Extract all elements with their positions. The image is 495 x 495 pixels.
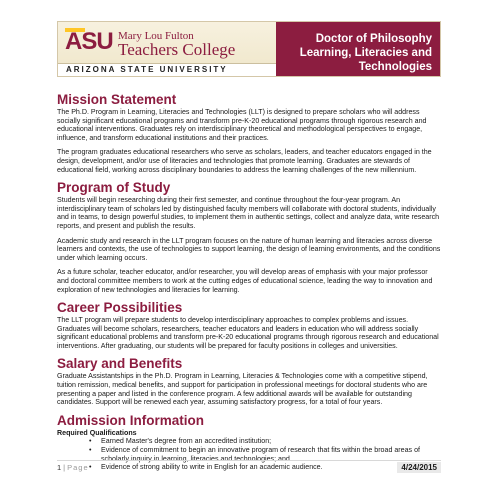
career-heading: Career Possibilities — [57, 300, 183, 316]
admission-heading: Admission Information — [57, 412, 205, 428]
list-item: • Evidence of commitment to begin an innovative program of research that fits within the broad areas of scholarly inquiry in learning, literacies and technologies; and — [89, 446, 441, 463]
page-footer — [57, 460, 441, 473]
salary-paragraph: Graduate Assistantships in the Ph.D. Program in Learning, Literacies & Technologies come with a competitive stipend, tuition remission, medical benefits, and support for participation in professional meetings for doctoral students who are presenting a paper and listed in the conference program. A few additional awards will be available for outstanding candidates. Support will be renewed each year, assuming satisfactory progress, for a total of four years. — [57, 372, 428, 407]
study-paragraph-1: Students will begin researching during their first semester, and continue throughout the four-year program. An interdisciplinary team of scholars led by distinguished faculty members will collaborate with doctoral students, individually and in teams, to design powerful studies, to implement them in authentic settings, collect and analyze data, write research reports, and present and publish the results. — [57, 196, 440, 230]
document-body — [57, 92, 441, 472]
college-name-line1: Mary Lou Fulton — [118, 30, 194, 42]
page-number: 1 — [57, 463, 62, 472]
page-number-label — [57, 463, 89, 472]
mission-section — [57, 92, 441, 174]
list-item: • Evidence of strong ability to write in English for an academic audience. — [89, 463, 441, 472]
salary-heading: Salary and Benefits — [57, 356, 183, 372]
qualifications-subheading: Required Qualifications — [57, 428, 137, 437]
page-word: Page — [67, 463, 89, 472]
college-name-line2: Teachers College — [118, 40, 236, 59]
career-paragraph: The LLT program will prepare students to develop interdisciplinary approaches to complex problems and issues. Graduates will become scholars, researchers, teacher educators and leaders in education who will address socially significant educational problems and transform pre-K-20 educational programs through rigorous research and educational interventions. After graduating, our students will be prepared for faculty positions in colleges and universities. — [57, 316, 439, 350]
career-section — [57, 300, 441, 350]
program-title-line1: Doctor of Philosophy — [315, 33, 432, 45]
program-title-line2: Learning, Literacies and — [299, 47, 432, 59]
study-paragraph-3: As a future scholar, teacher educator, and/or researcher, you will develop areas of emphasis with your major professor and doctoral committee members to work at the cutting edges of educational science, leading the way to innovation and exploration of new technologies and literacies for learning. — [57, 268, 433, 294]
mission-paragraph-1: The Ph.D. Program in Learning, Literacies and Technologies (LLT) is designed to prepare scholars who will address socially significant educational programs and transform pre-K-20 educational programs through rigorous research and educational interventions. Graduates rely on interdisciplinary theoretical and methodological perspectives to engage, influence, and transform educational institutions and their practices. — [57, 108, 427, 142]
program-title-box — [276, 22, 440, 76]
mission-heading: Mission Statement — [57, 92, 177, 107]
study-heading: Program of Study — [57, 180, 171, 196]
university-bar — [58, 63, 276, 76]
study-paragraph-2: Academic study and research in the LLT program focuses on the nature of human learning and literacies across diverse learners and contexts, the use of technologies to support learning, the design of learning environments, and the conditions under which learning occurs. — [57, 236, 441, 262]
page-separator: | — [63, 463, 66, 472]
asu-logo-mark: ASU — [65, 28, 113, 55]
university-name: ARIZONA STATE UNIVERSITY — [66, 65, 228, 74]
program-title-line3: Technologies — [358, 61, 432, 73]
college-logo — [58, 22, 276, 76]
document-date: 4/24/2015 — [397, 462, 441, 473]
document-header — [57, 21, 441, 77]
list-item: • Earned Master's degree from an accredited institution; — [89, 437, 441, 446]
salary-section — [57, 356, 441, 406]
study-section — [57, 180, 441, 294]
mission-paragraph-2: The program graduates educational researchers who serve as scholars, leaders, and teacher educators engaged in the design, development, and/or use of literacies and technologies that promote learning. Graduates are stewards of educational field, working across disciplinary boundaries to address the learning challenges of the new millennium. — [57, 148, 432, 174]
